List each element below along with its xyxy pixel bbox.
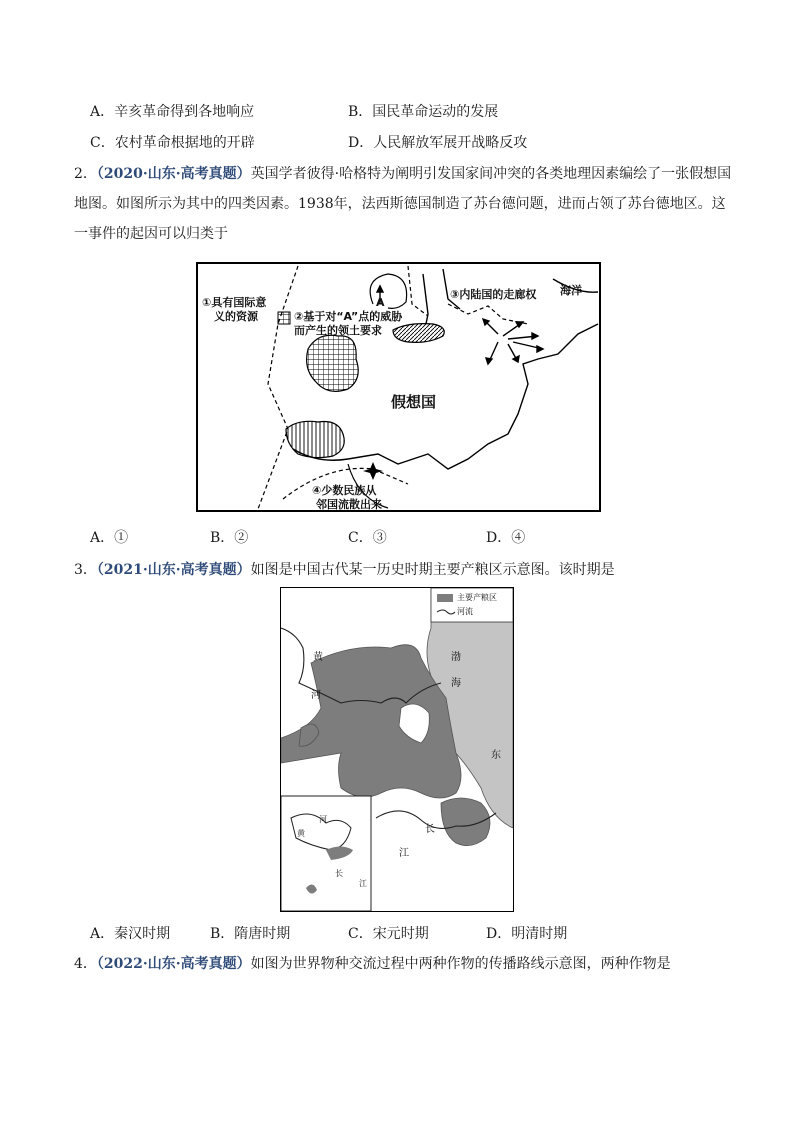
resource-region: [307, 335, 359, 391]
inset-label-he: 河: [319, 815, 327, 824]
label-jiang: 江: [399, 848, 409, 859]
resource-symbol: [278, 312, 290, 324]
territory-claim-region: [393, 324, 444, 343]
corridor-border-left: [423, 274, 428, 324]
q2-option-d: D．④: [486, 530, 526, 546]
q1-option-a: A．辛亥革命得到各地响应: [90, 104, 255, 120]
legend-grain-swatch: [437, 594, 453, 602]
map-label-minority-2: 邻国流散出来: [316, 498, 382, 511]
map-label-corridor: ③内陆国的走廊权: [450, 288, 537, 301]
map-label-resources-1: ①具有国际意: [202, 296, 267, 309]
q2-number: 2．: [74, 166, 97, 182]
q4-source-tag: （2022·山东·高考真题）: [96, 956, 251, 972]
q1-option-d: D．人民解放军展开战略反攻: [348, 135, 528, 151]
q3-number: 3．: [74, 562, 97, 578]
q1-option-c: C．农村革命根据地的开辟: [90, 135, 255, 151]
q2-source-tag: （2020·山东·高考真题）: [96, 166, 251, 182]
q3-option-d: D．明清时期: [486, 926, 568, 942]
q4-stem-text: 如图为世界物种交流过程中两种作物的传播路线示意图，两种作物是: [250, 956, 671, 972]
q2-option-b: B．②: [210, 530, 249, 546]
q3-option-b: B．隋唐时期: [210, 926, 291, 942]
inset-label-chang: 长: [335, 869, 343, 878]
q2-map: [196, 262, 601, 512]
inset-label-jiang: 江: [359, 879, 367, 888]
map-label-minority-1: ④少数民族从: [312, 484, 377, 497]
map-label-sea: 海洋: [560, 284, 582, 297]
q3-option-c: C．宋元时期: [348, 926, 429, 942]
map-label-country: 假想国: [391, 393, 437, 411]
compass-star: [363, 462, 383, 480]
inset-label-huang: 黄: [297, 829, 305, 838]
q1-option-b: B．国民革命运动的发展: [348, 104, 499, 120]
q3-stem-text: 如图是中国古代某一历史时期主要产粮区示意图。该时期是: [250, 562, 615, 578]
label-dong: 东: [491, 750, 501, 761]
map-label-threat-1: ②基于对“A”点的威胁: [294, 310, 403, 323]
label-bo: 渤: [451, 652, 461, 663]
q3-map: [280, 587, 514, 912]
q4-stem: [74, 950, 714, 978]
map-label-threat-2: 而产生的领土要求: [294, 324, 382, 337]
q2-option-a: A．①: [90, 530, 129, 546]
q3-source-tag: （2021·山东·高考真题）: [96, 562, 251, 578]
q2-option-c: C．③: [348, 530, 387, 546]
q2-stem-text1: 英国学者彼得·哈格特为阐明引发国家间冲突的各类地理因素编绘了一张假想国: [250, 166, 732, 182]
q2-stem-line3: 一事件的起因可以归类于: [74, 226, 228, 242]
label-chang: 长: [425, 824, 435, 835]
q2-stem-line2: 地图。如图所示为其中的四类因素。1938年，法西斯德国制造了苏台德问题，进而占领了苏台德地区。这: [74, 196, 726, 212]
label-huang: 黄: [313, 652, 323, 663]
q3-option-a: A．秦汉时期: [90, 926, 171, 942]
label-hai: 海: [451, 678, 461, 689]
q4-number: 4．: [74, 956, 97, 972]
map-label-resources-2: 义的资源: [214, 310, 258, 323]
legend-grain-label: 主要产粮区: [457, 593, 497, 602]
grain-region-yangtze: [441, 798, 490, 846]
label-he: 河: [311, 690, 321, 701]
q2-stem-line1: [74, 160, 732, 188]
minority-region: [286, 421, 344, 457]
map-point-a: A: [376, 296, 385, 309]
q3-map-drawing: [281, 588, 513, 911]
q3-stem: [74, 556, 714, 584]
legend-river-label: 河流: [457, 607, 473, 616]
